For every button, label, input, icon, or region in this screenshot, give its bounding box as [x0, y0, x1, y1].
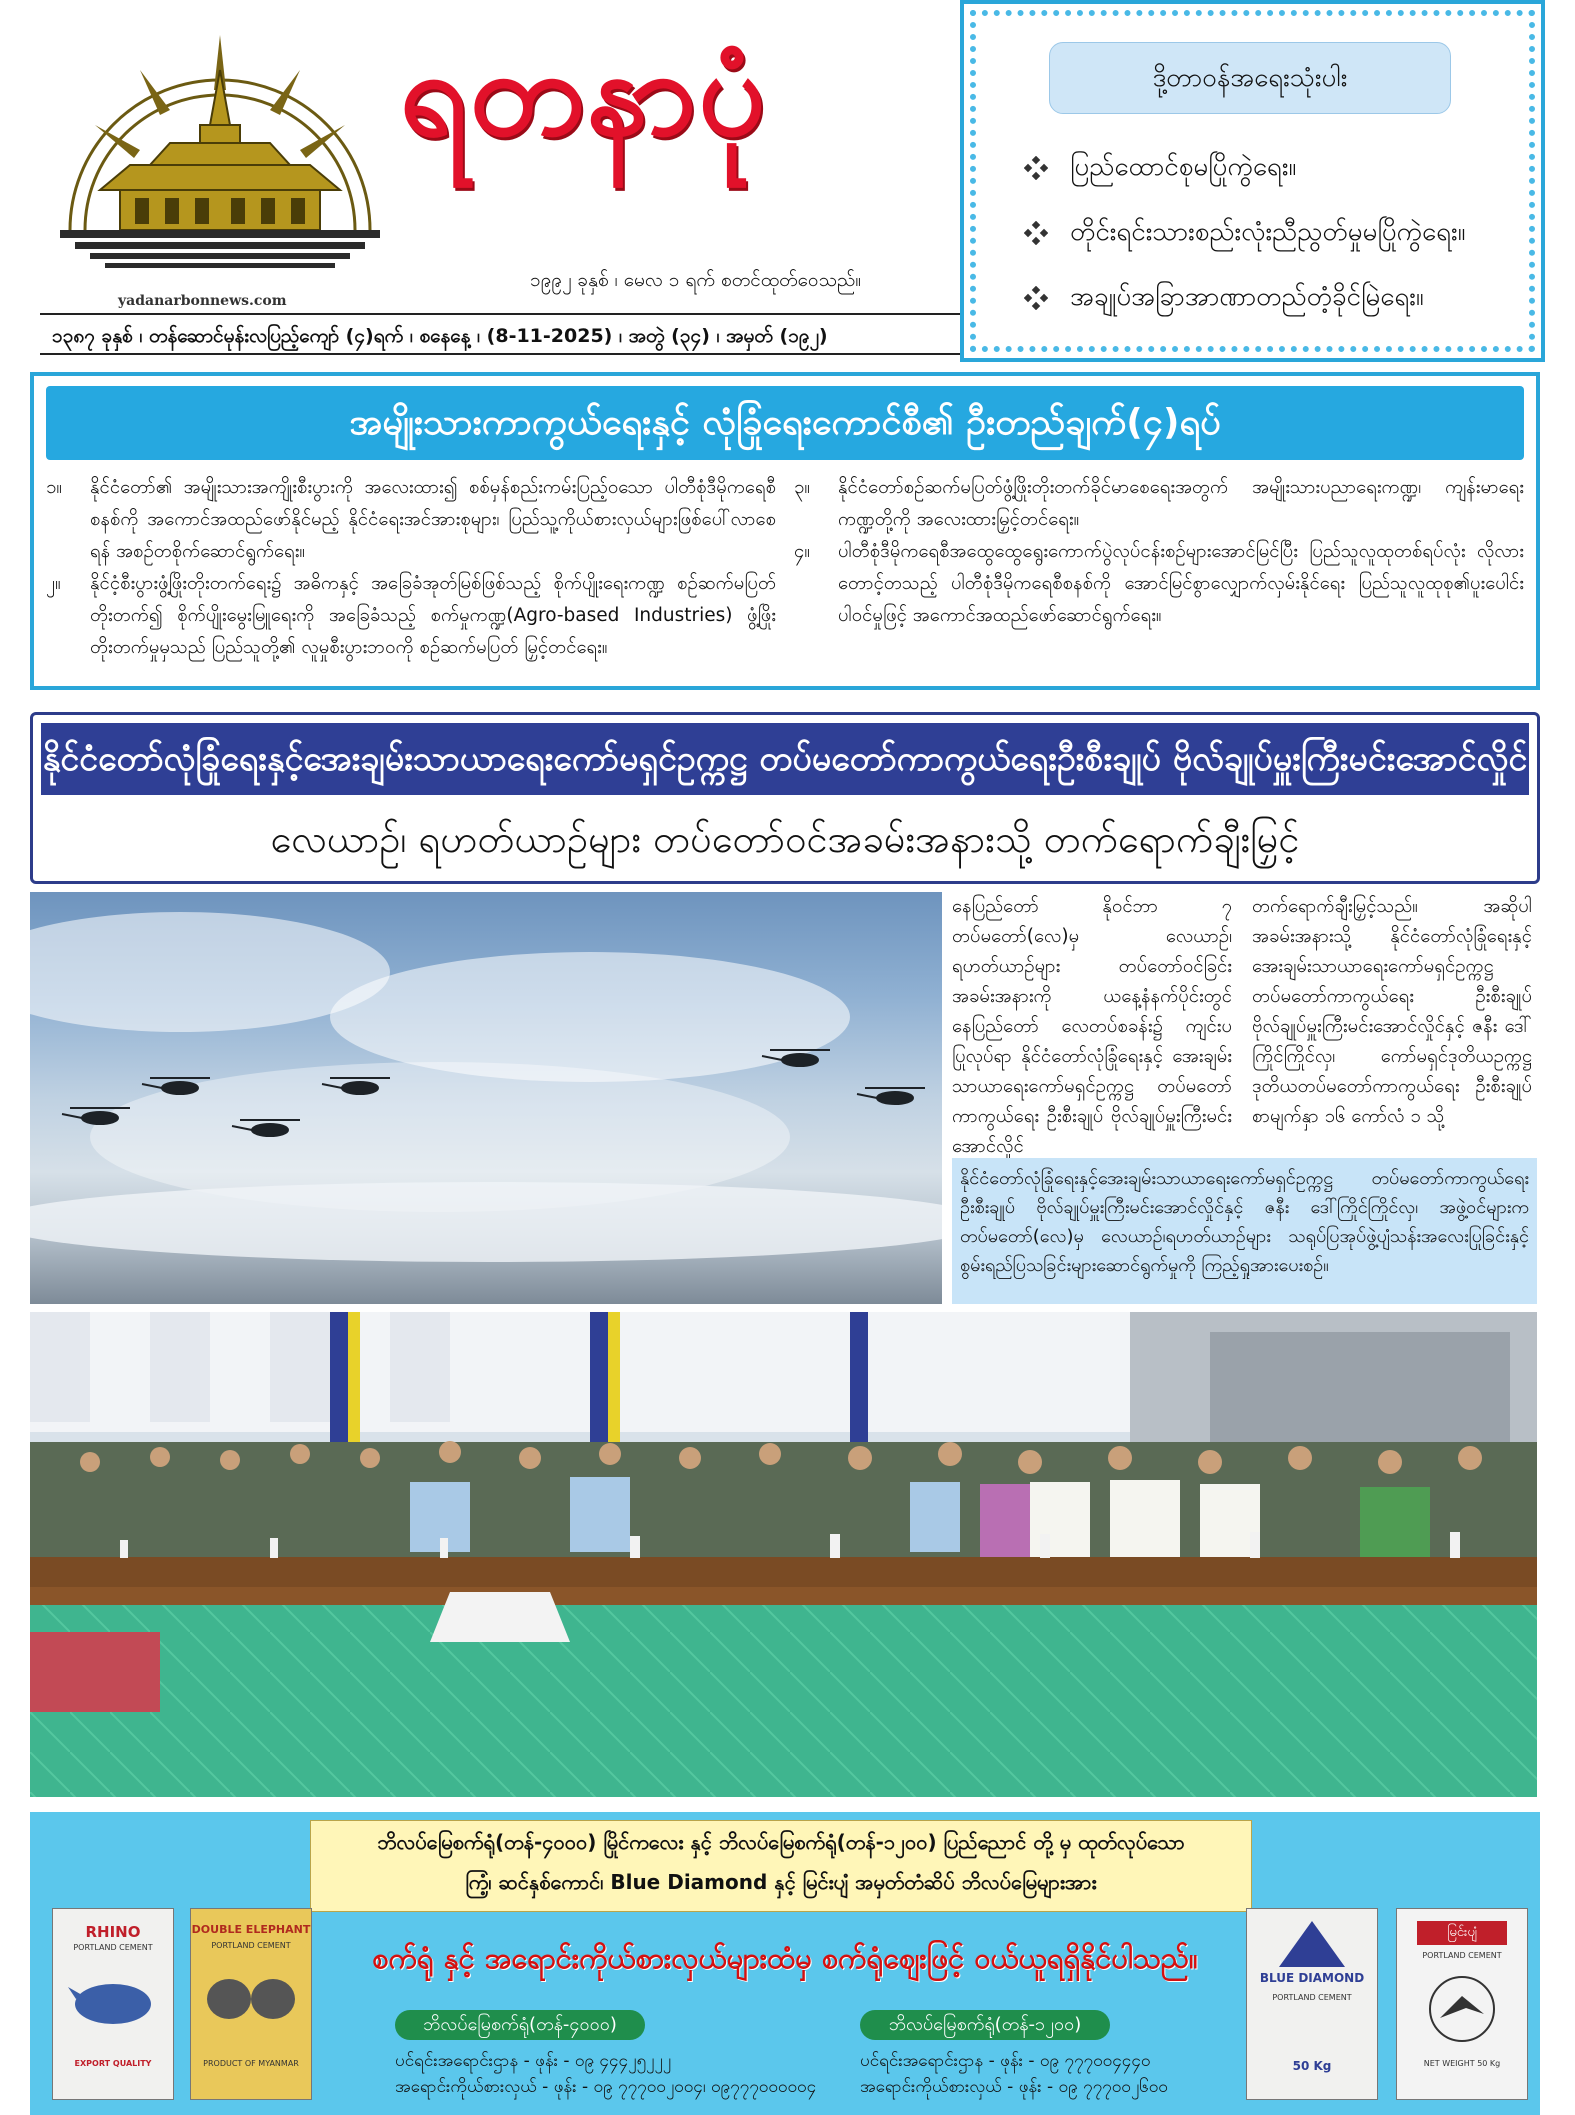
bag-note: PRODUCT OF MYANMAR — [203, 2059, 299, 2068]
slogan-text: ပြည်ထောင်စုမပြိုကွဲရေး။ — [1070, 152, 1297, 182]
objectives-box — [30, 372, 1540, 690]
objectives-column-right — [794, 472, 1524, 632]
ad-top-band — [310, 1820, 1252, 1912]
pegasus-cement-bag — [1396, 1908, 1528, 2100]
ad-top-line-2: ကြံ့၊ ဆင်နှစ်ကောင်၊ Blue Diamond နှင့် မြင်းပျံ အမှတ်တံဆိပ် ဘိလပ်မြေများအား — [465, 1870, 1097, 1894]
bag-brand: မြင်းပျံ — [1417, 1921, 1507, 1945]
slogan-header: ဒို့တာဝန်အရေးသုံးပါး — [1049, 42, 1451, 114]
headline-box — [30, 712, 1540, 884]
diamond-bullet-icon — [1024, 156, 1048, 180]
rhino-cement-bag — [52, 1908, 174, 2100]
bag-note: EXPORT QUALITY — [74, 2059, 152, 2068]
article-body — [952, 892, 1537, 1157]
objective-text: နိုင်ငံတော်စဉ်ဆက်မပြတ်ဖွံ့ဖြိုးတိုးတက်ခိုင်မာစေရေးအတွက် အမျိုးသားပညာရေးကဏ္ဍ၊ ကျန်းမာရေးကဏ္ဍတို့ကို အလေးထားမြှင့်တင်ရေး။ — [838, 477, 1524, 530]
diamond-bullet-icon — [1024, 221, 1048, 245]
factory-label-4000: ဘိလပ်မြေစက်ရုံ(တန်-၄၀၀၀) — [395, 2010, 645, 2040]
founded-line: ၁၉၉၂ ခုနှစ် ၊ မေလ ၁ ရက် စတင်ထုတ်ဝေသည်။ — [530, 269, 862, 291]
objective-number: ၁။ — [46, 477, 63, 498]
masthead — [30, 10, 970, 310]
objective-item — [46, 472, 776, 568]
article-column-1: နေပြည်တော် နိုဝင်ဘာ ၇ တပ်မတော်(လေ)မှ လေယာဉ်၊ရဟတ်ယာဉ်များ တပ်တော်ဝင်ခြင်းအခမ်းအနားကို ယနေ့နံနက်ပိုင်းတွင် နေပြည်တော် လေတပ်စခန်း၌ ကျင်းပပြုလုပ်ရာ နိုင်ငံတော်လုံခြုံရေးနှင့် အေးချမ်းသာယာရေးကော်မရှင်ဥက္ကဋ္ဌ တပ်မတော်ကာကွယ်ရေး ဦးစီးချုပ် ဗိုလ်ချုပ်မှူးကြီးမင်းအောင်လှိုင် — [952, 896, 1232, 1157]
diamond-logo-icon — [1277, 1919, 1347, 1969]
sales-phone-1[interactable]: ပင်ရင်းအရောင်းဌာန - ဖုန်း - ၀၉ ၄၄၄၂၅၂၂၂ — [395, 2051, 672, 2071]
blue-diamond-cement-bag — [1246, 1908, 1378, 2100]
helicopters-group — [30, 892, 942, 1304]
cement-advertisement — [30, 1812, 1540, 2115]
slogan-item — [1024, 214, 1524, 253]
ad-top-line-1: ဘိလပ်မြေစက်ရုံ(တန်-၄၀၀၀) မြိုင်ကလေး နှင့် ဘိလပ်မြေစက်ရုံ(တန်-၁၂၀၀) ပြည်ညောင် တို့ မှ ထုတ်လုပ်သော — [377, 1830, 1185, 1854]
newspaper-title: ရတနာပုံ — [400, 23, 768, 162]
objectives-column-left — [46, 472, 776, 664]
bag-brand: RHINO — [85, 1923, 141, 1941]
bag-note: 50 Kg — [1292, 2059, 1332, 2073]
slogan-item — [1024, 279, 1524, 318]
rhino-icon — [68, 1969, 158, 2029]
agent-phone-1[interactable]: အရောင်းကိုယ်စားလှယ် - ဖုန်း - ၀၉ ၇၇၇၀၀၂၀၀၄၊ ၀၉၇၇၇၀၀၀၀၀၄ — [395, 2077, 817, 2097]
objective-text: နိုင်ငံ့စီးပွားဖွံ့ဖြိုးတိုးတက်ရေး၌ အဓိကနှင့် အခြေခံအုတ်မြစ်ဖြစ်သည့် စိုက်ပျိုးရေးကဏ္ဍ စဉ်ဆက်မပြတ်တိုးတက်၍ စိုက်ပျိုးမွေးမြူရေးကို အခြေခံသည့် စက်မှုကဏ္ဍ(Agro-based Industries) ဖွံ့ဖြိုးတိုးတက်မှုမှသည် ပြည်သူတို့၏ လူမှုစီးပွားဘဝကို စဉ်ဆက်မပြတ် မြှင့်တင်ရေး။ — [90, 573, 776, 658]
website-link[interactable]: yadanarbonnews.com — [118, 293, 287, 309]
bag-note: NET WEIGHT 50 Kg — [1423, 2059, 1501, 2068]
bag-sub: PORTLAND CEMENT — [1422, 1951, 1502, 1960]
photo-caption: နိုင်ငံတော်လုံခြုံရေးနှင့်အေးချမ်းသာယာရေးကော်မရှင်ဥက္ကဋ္ဌ တပ်မတော်ကာကွယ်ရေး ဦးစီးချုပ် ဗိုလ်ချုပ်မှူးကြီးမင်းအောင်လှိုင်နှင့် ဇနီး ဒေါ်ကြိုင်ကြိုင်လှ၊ အဖွဲ့ဝင်များက တပ်မတော်(လေ)မှ လေယာဉ်၊ရဟတ်ယာဉ်များ သရုပ်ပြအုပ်ဖွဲ့ပျံသန်းအလေးပြုခြင်းနှင့် စွမ်းရည်ပြသခြင်းများဆောင်ရွက်မှုကို ကြည့်ရှုအားပေးစဉ်။ — [952, 1158, 1537, 1304]
objective-item — [794, 472, 1524, 536]
objective-text: ပါတီစုံဒီမိုကရေစီအထွေထွေရွေးကောက်ပွဲလုပ်ငန်းစဉ်များအောင်မြင်ပြီး ပြည်သူလူထုတစ်ရပ်လုံး လိုလားတောင့်တသည့် ပါတီစုံဒီမိုကရေစီစနစ်ကို အောင်မြင်စွာလျှောက်လှမ်းနိုင်ရေး ပြည်သူလူထုစု၏ပူးပေါင်းပါဝင်မှုဖြင့် အကောင်အထည်ဖော်ဆောင်ရွက်ရေး။ — [838, 541, 1524, 626]
factory-label-1200: ဘိလပ်မြေစက်ရုံ(တန်-၁၂၀၀) — [860, 2010, 1110, 2040]
objective-number: ၂။ — [46, 573, 61, 594]
bag-sub: PORTLAND CEMENT — [1272, 1993, 1352, 2002]
bag-brand: DOUBLE ELEPHANT — [191, 1923, 311, 1936]
pegasus-icon — [1422, 1974, 1502, 2044]
slogan-box — [960, 0, 1545, 362]
ad-tagline: စက်ရုံ နှင့် အရောင်းကိုယ်စားလှယ်များထံမှ စက်ရုံဈေးဖြင့် ဝယ်ယူရရှိနိုင်ပါသည်။ — [372, 1941, 1198, 1975]
objective-number: ၃။ — [794, 477, 811, 498]
objective-text: နိုင်ငံတော်၏ အမျိုးသားအကျိုးစီးပွားကို အလေးထား၍ စစ်မှန်စည်းကမ်းပြည့်ဝသော ပါတီစုံဒီမိုကရေစီစနစ်ကို အကောင်အထည်ဖော်နိုင်မည့် နိုင်ငံရေးအင်အားစုများ၊ ပြည်သူ့ကိုယ်စားလှယ်များဖြစ်ပေါ်လာစေရန် အစဉ်တစိုက်ဆောင်ရွက်ရေး။ — [90, 477, 776, 562]
objective-item — [46, 568, 776, 664]
bag-sub: PORTLAND CEMENT — [73, 1943, 153, 1952]
article-column-2: တက်ရောက်ချီးမြှင့်သည်။ အဆိုပါအခမ်းအနားသို့ နိုင်ငံတော်လုံခြုံရေးနှင့် အေးချမ်းသာယာရေးကော်မရှင်ဥက္ကဋ္ဌ တပ်မတော်ကာကွယ်ရေး ဦးစီးချုပ် ဗိုလ်ချုပ်မှူးကြီးမင်းအောင်လှိုင်နှင့် ဇနီး ဒေါ်ကြိုင်ကြိုင်လှ၊ ကော်မရှင်ဒုတိယဥက္ကဋ္ဌ ဒုတိယတပ်မတော်ကာကွယ်ရေး ဦးစီးချုပ် စာမျက်နှာ ၁၆ ကော်လံ ၁ သို့ — [1252, 896, 1532, 1127]
slogan-text: အချုပ်အခြာအာဏာတည်တံ့ခိုင်မြဲရေး။ — [1070, 282, 1424, 312]
diamond-bullet-icon — [1024, 286, 1048, 310]
agent-phone-2[interactable]: အရောင်းကိုယ်စားလှယ် - ဖုန်း - ၀၉ ၇၇၇၀၀၂၆၀၀ — [860, 2077, 1168, 2097]
elephant-icon — [201, 1964, 301, 2034]
objective-item — [794, 536, 1524, 632]
audience-photo — [30, 1312, 1537, 1797]
headline-line-2: လေယာဉ်၊ ရဟတ်ယာဉ်များ တပ်တော်ဝင်အခမ်းအနားသို့ တက်ရောက်ချီးမြှင့် — [270, 817, 1300, 861]
headline-line-1: နိုင်ငံတော်လုံခြုံရေးနှင့်အေးချမ်းသာယာရေးကော်မရှင်ဥက္ကဋ္ဌ တပ်မတော်ကာကွယ်ရေးဦးစီးချုပ် ဗိုလ်ချုပ်မှူးကြီးမင်းအောင်လှိုင် — [41, 723, 1529, 795]
slogan-text: တိုင်းရင်းသားစည်းလုံးညီညွတ်မှုမပြိုကွဲရေး။ — [1070, 217, 1466, 247]
pagoda-logo — [50, 30, 390, 305]
objectives-title: အမျိုးသားကာကွယ်ရေးနှင့် လုံခြုံရေးကောင်စီ၏ ဦးတည်ချက်(၄)ရပ် — [46, 386, 1524, 460]
double-elephant-cement-bag — [190, 1908, 312, 2100]
helicopter-flyover-photo — [30, 892, 942, 1304]
bag-sub: PORTLAND CEMENT — [211, 1941, 291, 1950]
slogan-item — [1024, 149, 1524, 188]
sales-phone-2[interactable]: ပင်ရင်းအရောင်းဌာန - ဖုန်း - ၀၉ ၇၇၇၀၀၄၄၄၀ — [860, 2051, 1151, 2071]
dateline: ၁၃၈၇ ခုနှစ် ၊ တန်ဆောင်မုန်းလပြည့်ကျော် (၄)ရက် ၊ စနေနေ့ ၊ (8-11-2025) ၊ အတွဲ (၃၄) ၊ အမှတ် (၁၉၂) — [40, 313, 960, 355]
bag-brand: BLUE DIAMOND — [1259, 1971, 1365, 1985]
objective-number: ၄။ — [794, 541, 811, 562]
